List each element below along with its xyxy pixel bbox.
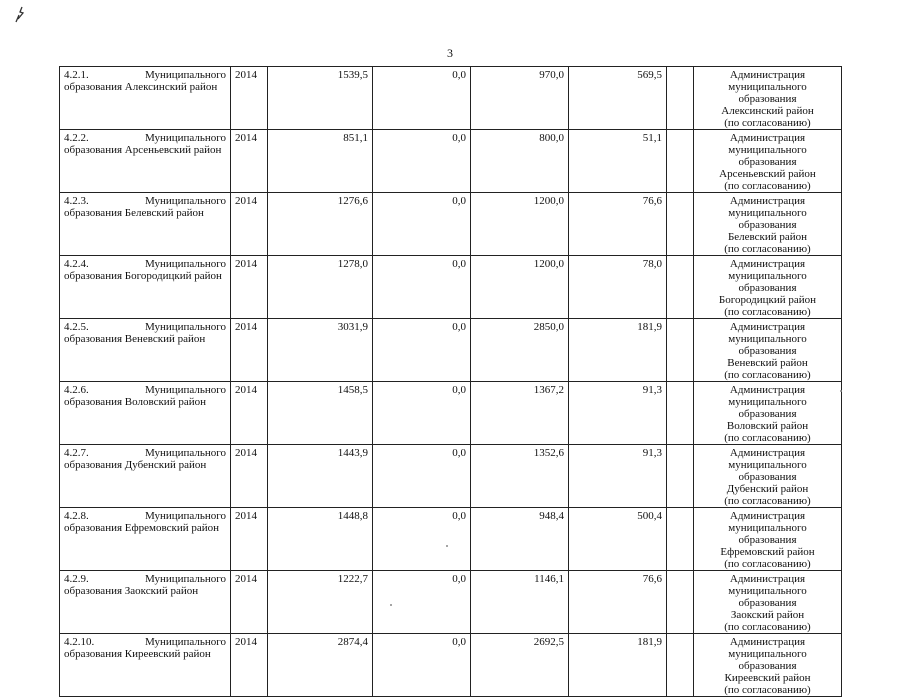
responsible-line: (по согласованию) <box>724 117 811 129</box>
empty-cell <box>667 445 694 508</box>
empty-cell <box>667 382 694 445</box>
responsible-cell <box>694 571 842 634</box>
responsible-line: муниципального образования <box>728 207 807 231</box>
event-name-cell: 4.2.10. Муниципального образования Киреевский район <box>60 634 231 697</box>
local-amount-cell: 76,6 <box>569 193 667 256</box>
federal-amount-cell: 0,0 <box>373 319 471 382</box>
federal-amount-cell: 0,0 <box>373 130 471 193</box>
year-cell: 2014 <box>231 193 268 256</box>
responsible-line: Администрация <box>729 510 806 522</box>
responsible-cell <box>694 508 842 571</box>
local-amount-cell: 181,9 <box>569 634 667 697</box>
total-amount-cell: 2874,4 <box>268 634 373 697</box>
responsible-line: Администрация <box>729 573 806 585</box>
responsible-line: Арсеньевский район <box>719 168 816 180</box>
table-row <box>60 571 842 634</box>
responsible-line: муниципального образования <box>728 270 807 294</box>
responsible-line: Администрация <box>729 69 806 81</box>
federal-amount-cell: 0,0 <box>373 256 471 319</box>
empty-cell <box>667 634 694 697</box>
regional-amount-cell: 2692,5 <box>471 634 569 697</box>
year-cell: 2014 <box>231 319 268 382</box>
table-row <box>60 508 842 571</box>
responsible-cell <box>694 67 842 130</box>
empty-cell <box>667 67 694 130</box>
responsible-line: Администрация <box>729 258 806 270</box>
responsible-line: (по согласованию) <box>724 306 811 318</box>
responsible-line: муниципального образования <box>728 81 807 105</box>
regional-amount-cell: 1200,0 <box>471 193 569 256</box>
event-name-cell: 4.2.4. Муниципального образования Богородицкий район <box>60 256 231 319</box>
total-amount-cell: 1443,9 <box>268 445 373 508</box>
responsible-line: Администрация <box>729 321 806 333</box>
total-amount-cell: 3031,9 <box>268 319 373 382</box>
table-row <box>60 67 842 130</box>
responsible-cell <box>694 382 842 445</box>
event-name-cell: 4.2.8. Муниципального образования Ефремовский район <box>60 508 231 571</box>
responsible-line: Администрация <box>729 132 806 144</box>
federal-amount-cell: 0,0 <box>373 508 471 571</box>
responsible-line: Администрация <box>729 447 806 459</box>
total-amount-cell: 1276,6 <box>268 193 373 256</box>
empty-cell <box>667 193 694 256</box>
total-amount-cell: 1448,8 <box>268 508 373 571</box>
local-amount-cell: 51,1 <box>569 130 667 193</box>
responsible-line: Алексинский район <box>721 105 814 117</box>
responsible-cell <box>694 634 842 697</box>
local-amount-cell: 76,6 <box>569 571 667 634</box>
year-cell: 2014 <box>231 67 268 130</box>
page-number: 3 <box>447 46 453 60</box>
event-name-cell: 4.2.2. Муниципального образования Арсеньевский район <box>60 130 231 193</box>
responsible-line: (по согласованию) <box>724 495 811 507</box>
responsible-line: Администрация <box>729 384 806 396</box>
scan-speck <box>840 390 842 392</box>
responsible-line: Администрация <box>729 195 806 207</box>
federal-amount-cell: 0,0 <box>373 634 471 697</box>
responsible-line: муниципального образования <box>728 333 807 357</box>
responsible-line: Администрация <box>729 636 806 648</box>
responsible-line: муниципального образования <box>728 459 807 483</box>
regional-amount-cell: 1367,2 <box>471 382 569 445</box>
table-row <box>60 193 842 256</box>
handwritten-mark-icon <box>13 6 27 24</box>
scan-speck <box>390 604 392 606</box>
event-name-cell: 4.2.6. Муниципального образования Воловский район <box>60 382 231 445</box>
empty-cell <box>667 508 694 571</box>
responsible-line: (по согласованию) <box>724 180 811 192</box>
table-row <box>60 256 842 319</box>
empty-cell <box>667 571 694 634</box>
responsible-line: (по согласованию) <box>724 432 811 444</box>
empty-cell <box>667 130 694 193</box>
responsible-line: муниципального образования <box>728 522 807 546</box>
regional-amount-cell: 800,0 <box>471 130 569 193</box>
responsible-line: (по согласованию) <box>724 684 811 696</box>
regional-amount-cell: 1352,6 <box>471 445 569 508</box>
scan-speck <box>446 545 448 547</box>
table-row <box>60 445 842 508</box>
table-row <box>60 634 842 697</box>
regional-amount-cell: 970,0 <box>471 67 569 130</box>
total-amount-cell: 1222,7 <box>268 571 373 634</box>
local-amount-cell: 91,3 <box>569 382 667 445</box>
table-row <box>60 382 842 445</box>
year-cell: 2014 <box>231 445 268 508</box>
total-amount-cell: 1458,5 <box>268 382 373 445</box>
regional-amount-cell: 1200,0 <box>471 256 569 319</box>
funding-table <box>59 66 842 697</box>
table-row <box>60 319 842 382</box>
total-amount-cell: 851,1 <box>268 130 373 193</box>
responsible-line: (по согласованию) <box>724 621 811 633</box>
responsible-line: Дубенский район <box>726 483 809 495</box>
federal-amount-cell: 0,0 <box>373 445 471 508</box>
total-amount-cell: 1539,5 <box>268 67 373 130</box>
responsible-line: Белевский район <box>727 231 808 243</box>
responsible-line: Киреевский район <box>724 672 811 684</box>
regional-amount-cell: 2850,0 <box>471 319 569 382</box>
regional-amount-cell: 948,4 <box>471 508 569 571</box>
responsible-cell <box>694 445 842 508</box>
table-row <box>60 130 842 193</box>
responsible-line: (по согласованию) <box>724 369 811 381</box>
local-amount-cell: 91,3 <box>569 445 667 508</box>
federal-amount-cell: 0,0 <box>373 571 471 634</box>
responsible-line: Воловский район <box>726 420 809 432</box>
total-amount-cell: 1278,0 <box>268 256 373 319</box>
responsible-line: муниципального образования <box>728 396 807 420</box>
local-amount-cell: 569,5 <box>569 67 667 130</box>
event-name-cell: 4.2.1. Муниципального образования Алексинский район <box>60 67 231 130</box>
local-amount-cell: 78,0 <box>569 256 667 319</box>
federal-amount-cell: 0,0 <box>373 382 471 445</box>
local-amount-cell: 181,9 <box>569 319 667 382</box>
year-cell: 2014 <box>231 382 268 445</box>
responsible-line: (по согласованию) <box>724 558 811 570</box>
responsible-line: Веневский район <box>727 357 808 369</box>
responsible-cell <box>694 256 842 319</box>
year-cell: 2014 <box>231 130 268 193</box>
year-cell: 2014 <box>231 571 268 634</box>
federal-amount-cell: 0,0 <box>373 193 471 256</box>
responsible-line: Заокский район <box>730 609 805 621</box>
responsible-line: Богородицкий район <box>718 294 817 306</box>
event-name-cell: 4.2.9. Муниципального образования Заокский район <box>60 571 231 634</box>
event-name-cell: 4.2.5. Муниципального образования Веневский район <box>60 319 231 382</box>
responsible-cell <box>694 130 842 193</box>
responsible-line: муниципального образования <box>728 585 807 609</box>
year-cell: 2014 <box>231 634 268 697</box>
event-name-cell: 4.2.3. Муниципального образования Белевский район <box>60 193 231 256</box>
local-amount-cell: 500,4 <box>569 508 667 571</box>
federal-amount-cell: 0,0 <box>373 67 471 130</box>
responsible-cell <box>694 193 842 256</box>
responsible-line: (по согласованию) <box>724 243 811 255</box>
responsible-line: Ефремовский район <box>720 546 815 558</box>
empty-cell <box>667 319 694 382</box>
responsible-cell <box>694 319 842 382</box>
responsible-line: муниципального образования <box>728 648 807 672</box>
responsible-line: муниципального образования <box>728 144 807 168</box>
regional-amount-cell: 1146,1 <box>471 571 569 634</box>
year-cell: 2014 <box>231 256 268 319</box>
year-cell: 2014 <box>231 508 268 571</box>
event-name-cell: 4.2.7. Муниципального образования Дубенский район <box>60 445 231 508</box>
empty-cell <box>667 256 694 319</box>
